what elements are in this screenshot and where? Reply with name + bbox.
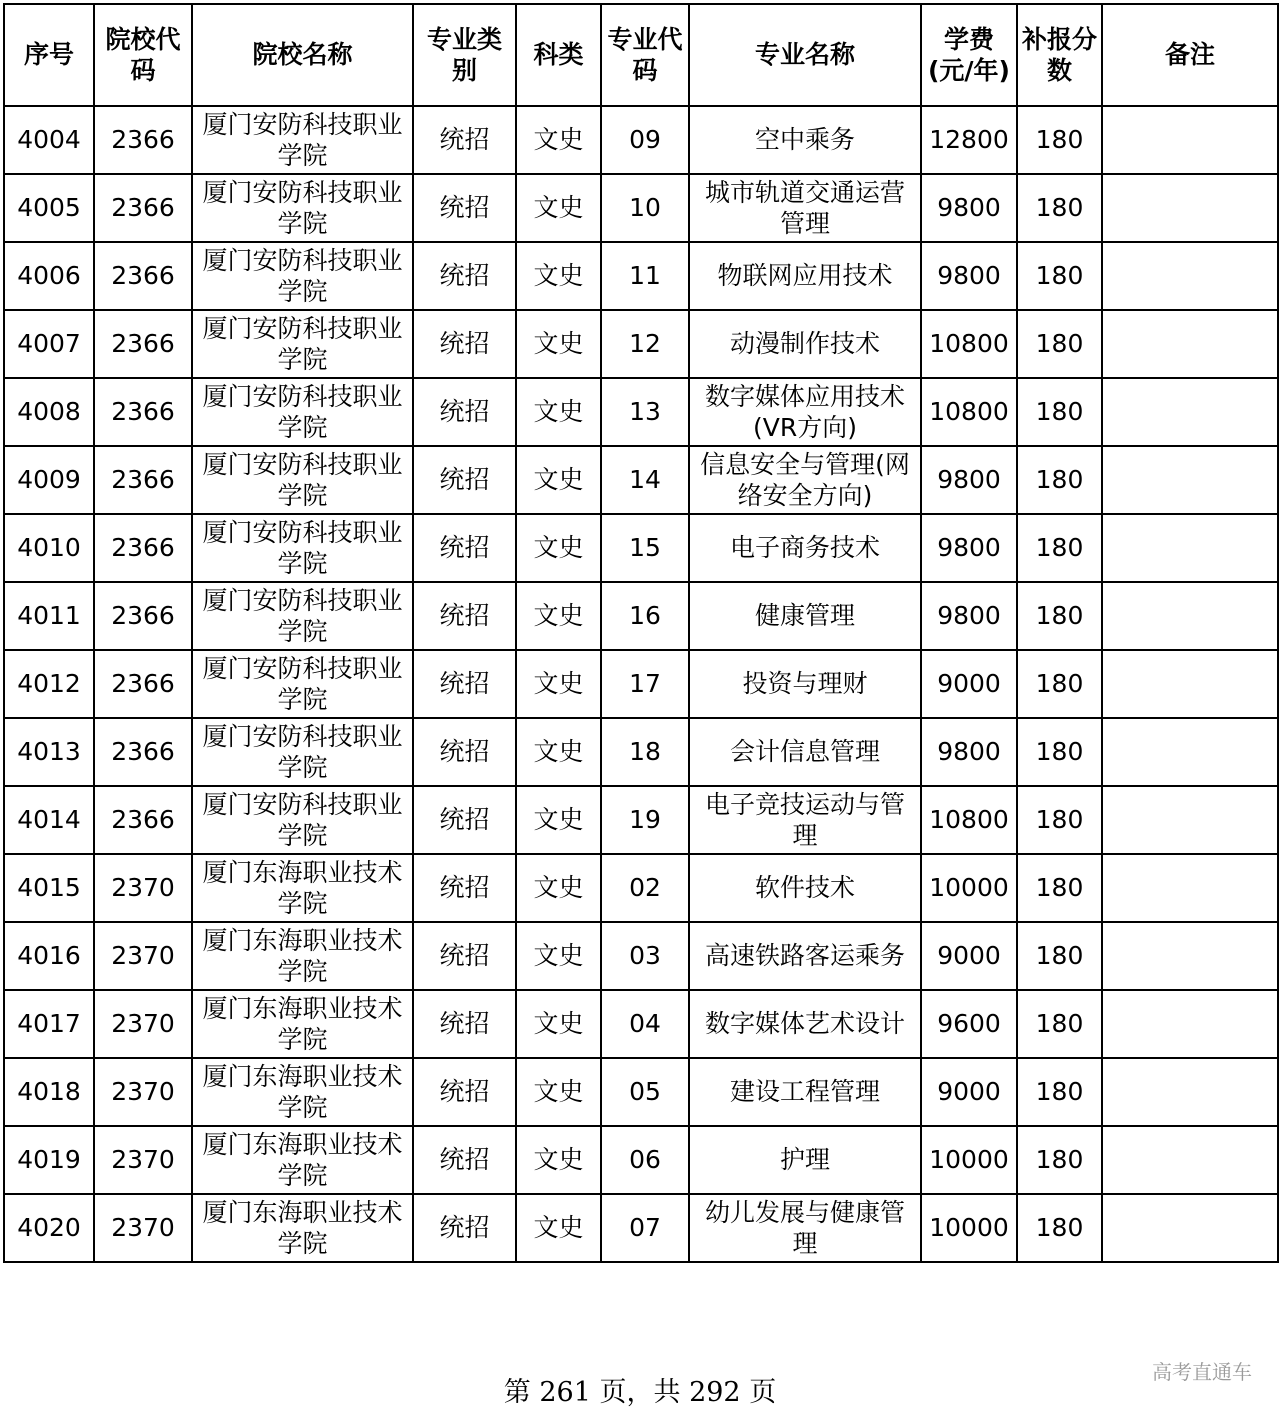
cell-major-code: 04 [601, 990, 689, 1058]
cell-seq: 4019 [4, 1126, 94, 1194]
cell-major-type: 统招 [413, 1194, 516, 1262]
cell-score: 180 [1017, 922, 1102, 990]
cell-school-code: 2366 [94, 174, 192, 242]
cell-subject: 文史 [516, 106, 601, 174]
header-seq: 序号 [4, 4, 94, 106]
cell-note [1102, 310, 1278, 378]
cell-tuition: 10800 [921, 310, 1017, 378]
cell-score: 180 [1017, 174, 1102, 242]
cell-note [1102, 1126, 1278, 1194]
cell-major-code: 14 [601, 446, 689, 514]
cell-seq: 4006 [4, 242, 94, 310]
cell-tuition: 10800 [921, 378, 1017, 446]
cell-major-code: 17 [601, 650, 689, 718]
cell-school-name: 厦门东海职业技术学院 [192, 1058, 413, 1126]
cell-tuition: 9000 [921, 650, 1017, 718]
cell-major-name: 投资与理财 [689, 650, 921, 718]
cell-subject: 文史 [516, 786, 601, 854]
cell-school-code: 2366 [94, 718, 192, 786]
cell-note [1102, 242, 1278, 310]
cell-major-name: 空中乘务 [689, 106, 921, 174]
cell-note [1102, 582, 1278, 650]
cell-major-type: 统招 [413, 582, 516, 650]
cell-tuition: 9600 [921, 990, 1017, 1058]
cell-major-type: 统招 [413, 378, 516, 446]
cell-school-code: 2370 [94, 1126, 192, 1194]
cell-subject: 文史 [516, 1194, 601, 1262]
cell-major-code: 15 [601, 514, 689, 582]
cell-major-name: 数字媒体艺术设计 [689, 990, 921, 1058]
cell-major-name: 会计信息管理 [689, 718, 921, 786]
cell-tuition: 9000 [921, 922, 1017, 990]
cell-tuition: 10800 [921, 786, 1017, 854]
cell-major-type: 统招 [413, 514, 516, 582]
cell-major-code: 07 [601, 1194, 689, 1262]
cell-school-code: 2370 [94, 854, 192, 922]
cell-school-name: 厦门安防科技职业学院 [192, 106, 413, 174]
cell-score: 180 [1017, 106, 1102, 174]
cell-major-code: 13 [601, 378, 689, 446]
cell-major-code: 06 [601, 1126, 689, 1194]
cell-seq: 4005 [4, 174, 94, 242]
cell-major-code: 18 [601, 718, 689, 786]
cell-tuition: 9800 [921, 446, 1017, 514]
cell-school-name: 厦门安防科技职业学院 [192, 718, 413, 786]
cell-score: 180 [1017, 1058, 1102, 1126]
header-score: 补报分数 [1017, 4, 1102, 106]
cell-school-code: 2366 [94, 378, 192, 446]
cell-note [1102, 446, 1278, 514]
admissions-table [3, 3, 1279, 1263]
cell-major-code: 09 [601, 106, 689, 174]
cell-subject: 文史 [516, 242, 601, 310]
cell-subject: 文史 [516, 718, 601, 786]
cell-note [1102, 990, 1278, 1058]
cell-major-type: 统招 [413, 242, 516, 310]
cell-school-code: 2370 [94, 990, 192, 1058]
cell-major-name: 软件技术 [689, 854, 921, 922]
header-note: 备注 [1102, 4, 1278, 106]
cell-school-code: 2370 [94, 1058, 192, 1126]
cell-school-code: 2366 [94, 446, 192, 514]
cell-seq: 4014 [4, 786, 94, 854]
header-major-name: 专业名称 [689, 4, 921, 106]
table-row [4, 854, 1278, 922]
cell-score: 180 [1017, 1126, 1102, 1194]
cell-school-name: 厦门东海职业技术学院 [192, 1194, 413, 1262]
cell-subject: 文史 [516, 514, 601, 582]
cell-major-name: 高速铁路客运乘务 [689, 922, 921, 990]
cell-school-code: 2366 [94, 242, 192, 310]
cell-major-type: 统招 [413, 786, 516, 854]
table-row [4, 582, 1278, 650]
cell-subject: 文史 [516, 990, 601, 1058]
cell-note [1102, 514, 1278, 582]
cell-school-code: 2366 [94, 650, 192, 718]
cell-major-type: 统招 [413, 310, 516, 378]
table-row [4, 310, 1278, 378]
cell-tuition: 9800 [921, 514, 1017, 582]
cell-school-name: 厦门东海职业技术学院 [192, 854, 413, 922]
cell-note [1102, 1058, 1278, 1126]
header-school-name: 院校名称 [192, 4, 413, 106]
cell-tuition: 9800 [921, 242, 1017, 310]
cell-major-name: 幼儿发展与健康管理 [689, 1194, 921, 1262]
cell-school-code: 2366 [94, 310, 192, 378]
header-row [4, 4, 1278, 106]
cell-subject: 文史 [516, 446, 601, 514]
cell-major-type: 统招 [413, 854, 516, 922]
cell-note [1102, 718, 1278, 786]
cell-tuition: 9800 [921, 718, 1017, 786]
table-row [4, 106, 1278, 174]
cell-major-code: 19 [601, 786, 689, 854]
cell-subject: 文史 [516, 310, 601, 378]
cell-note [1102, 922, 1278, 990]
cell-school-name: 厦门安防科技职业学院 [192, 786, 413, 854]
cell-seq: 4011 [4, 582, 94, 650]
cell-score: 180 [1017, 514, 1102, 582]
table-row [4, 378, 1278, 446]
table-row [4, 242, 1278, 310]
cell-note [1102, 174, 1278, 242]
cell-tuition: 9800 [921, 174, 1017, 242]
cell-major-type: 统招 [413, 650, 516, 718]
cell-major-name: 动漫制作技术 [689, 310, 921, 378]
cell-tuition: 12800 [921, 106, 1017, 174]
cell-score: 180 [1017, 854, 1102, 922]
table-row [4, 1058, 1278, 1126]
cell-seq: 4017 [4, 990, 94, 1058]
cell-subject: 文史 [516, 174, 601, 242]
cell-note [1102, 854, 1278, 922]
cell-score: 180 [1017, 378, 1102, 446]
cell-major-code: 05 [601, 1058, 689, 1126]
cell-note [1102, 650, 1278, 718]
page-number: 第 261 页，共 292 页 [503, 1377, 777, 1408]
cell-seq: 4007 [4, 310, 94, 378]
cell-school-code: 2366 [94, 514, 192, 582]
cell-tuition: 9800 [921, 582, 1017, 650]
table-row [4, 514, 1278, 582]
cell-note [1102, 786, 1278, 854]
cell-subject: 文史 [516, 582, 601, 650]
cell-subject: 文史 [516, 650, 601, 718]
cell-school-name: 厦门安防科技职业学院 [192, 242, 413, 310]
table-row [4, 1194, 1278, 1262]
cell-school-code: 2370 [94, 922, 192, 990]
cell-school-code: 2366 [94, 106, 192, 174]
cell-seq: 4015 [4, 854, 94, 922]
table-row [4, 1126, 1278, 1194]
cell-seq: 4018 [4, 1058, 94, 1126]
cell-major-name: 电子商务技术 [689, 514, 921, 582]
cell-school-name: 厦门安防科技职业学院 [192, 310, 413, 378]
cell-major-code: 02 [601, 854, 689, 922]
cell-major-name: 护理 [689, 1126, 921, 1194]
cell-school-name: 厦门东海职业技术学院 [192, 1126, 413, 1194]
cell-major-code: 16 [601, 582, 689, 650]
cell-major-code: 10 [601, 174, 689, 242]
cell-tuition: 10000 [921, 1126, 1017, 1194]
table-row [4, 990, 1278, 1058]
cell-score: 180 [1017, 242, 1102, 310]
cell-note [1102, 106, 1278, 174]
cell-major-type: 统招 [413, 106, 516, 174]
table-row [4, 446, 1278, 514]
cell-major-name: 物联网应用技术 [689, 242, 921, 310]
cell-major-type: 统招 [413, 718, 516, 786]
cell-major-name: 健康管理 [689, 582, 921, 650]
cell-major-name: 信息安全与管理(网络安全方向) [689, 446, 921, 514]
cell-tuition: 9000 [921, 1058, 1017, 1126]
cell-major-type: 统招 [413, 990, 516, 1058]
header-tuition: 学费(元/年) [921, 4, 1017, 106]
cell-subject: 文史 [516, 922, 601, 990]
cell-subject: 文史 [516, 1126, 601, 1194]
cell-seq: 4010 [4, 514, 94, 582]
cell-major-type: 统招 [413, 446, 516, 514]
cell-school-name: 厦门安防科技职业学院 [192, 514, 413, 582]
cell-school-name: 厦门东海职业技术学院 [192, 922, 413, 990]
table-row [4, 786, 1278, 854]
cell-seq: 4012 [4, 650, 94, 718]
header-major-code: 专业代码 [601, 4, 689, 106]
cell-major-name: 数字媒体应用技术(VR方向) [689, 378, 921, 446]
table-row [4, 922, 1278, 990]
cell-major-type: 统招 [413, 922, 516, 990]
cell-major-code: 11 [601, 242, 689, 310]
cell-seq: 4020 [4, 1194, 94, 1262]
cell-tuition: 10000 [921, 854, 1017, 922]
cell-major-code: 03 [601, 922, 689, 990]
cell-seq: 4016 [4, 922, 94, 990]
cell-major-name: 建设工程管理 [689, 1058, 921, 1126]
cell-school-name: 厦门安防科技职业学院 [192, 174, 413, 242]
table-row [4, 174, 1278, 242]
cell-major-code: 12 [601, 310, 689, 378]
cell-school-name: 厦门安防科技职业学院 [192, 650, 413, 718]
cell-score: 180 [1017, 1194, 1102, 1262]
cell-note [1102, 378, 1278, 446]
cell-major-name: 电子竞技运动与管理 [689, 786, 921, 854]
cell-score: 180 [1017, 310, 1102, 378]
cell-subject: 文史 [516, 1058, 601, 1126]
cell-score: 180 [1017, 650, 1102, 718]
cell-score: 180 [1017, 446, 1102, 514]
cell-subject: 文史 [516, 378, 601, 446]
cell-seq: 4009 [4, 446, 94, 514]
cell-subject: 文史 [516, 854, 601, 922]
cell-major-name: 城市轨道交通运营管理 [689, 174, 921, 242]
cell-score: 180 [1017, 990, 1102, 1058]
cell-school-code: 2366 [94, 786, 192, 854]
cell-score: 180 [1017, 582, 1102, 650]
cell-major-type: 统招 [413, 1126, 516, 1194]
cell-seq: 4013 [4, 718, 94, 786]
table-row [4, 650, 1278, 718]
table-row [4, 718, 1278, 786]
cell-school-code: 2370 [94, 1194, 192, 1262]
watermark: 高考直通车 [1152, 1360, 1252, 1384]
cell-school-name: 厦门安防科技职业学院 [192, 378, 413, 446]
cell-school-name: 厦门安防科技职业学院 [192, 446, 413, 514]
cell-score: 180 [1017, 786, 1102, 854]
cell-school-name: 厦门东海职业技术学院 [192, 990, 413, 1058]
cell-school-code: 2366 [94, 582, 192, 650]
cell-major-type: 统招 [413, 1058, 516, 1126]
cell-seq: 4008 [4, 378, 94, 446]
cell-major-type: 统招 [413, 174, 516, 242]
cell-tuition: 10000 [921, 1194, 1017, 1262]
cell-seq: 4004 [4, 106, 94, 174]
header-school-code: 院校代码 [94, 4, 192, 106]
cell-school-name: 厦门安防科技职业学院 [192, 582, 413, 650]
header-major-type: 专业类别 [413, 4, 516, 106]
cell-note [1102, 1194, 1278, 1262]
cell-score: 180 [1017, 718, 1102, 786]
header-subject: 科类 [516, 4, 601, 106]
